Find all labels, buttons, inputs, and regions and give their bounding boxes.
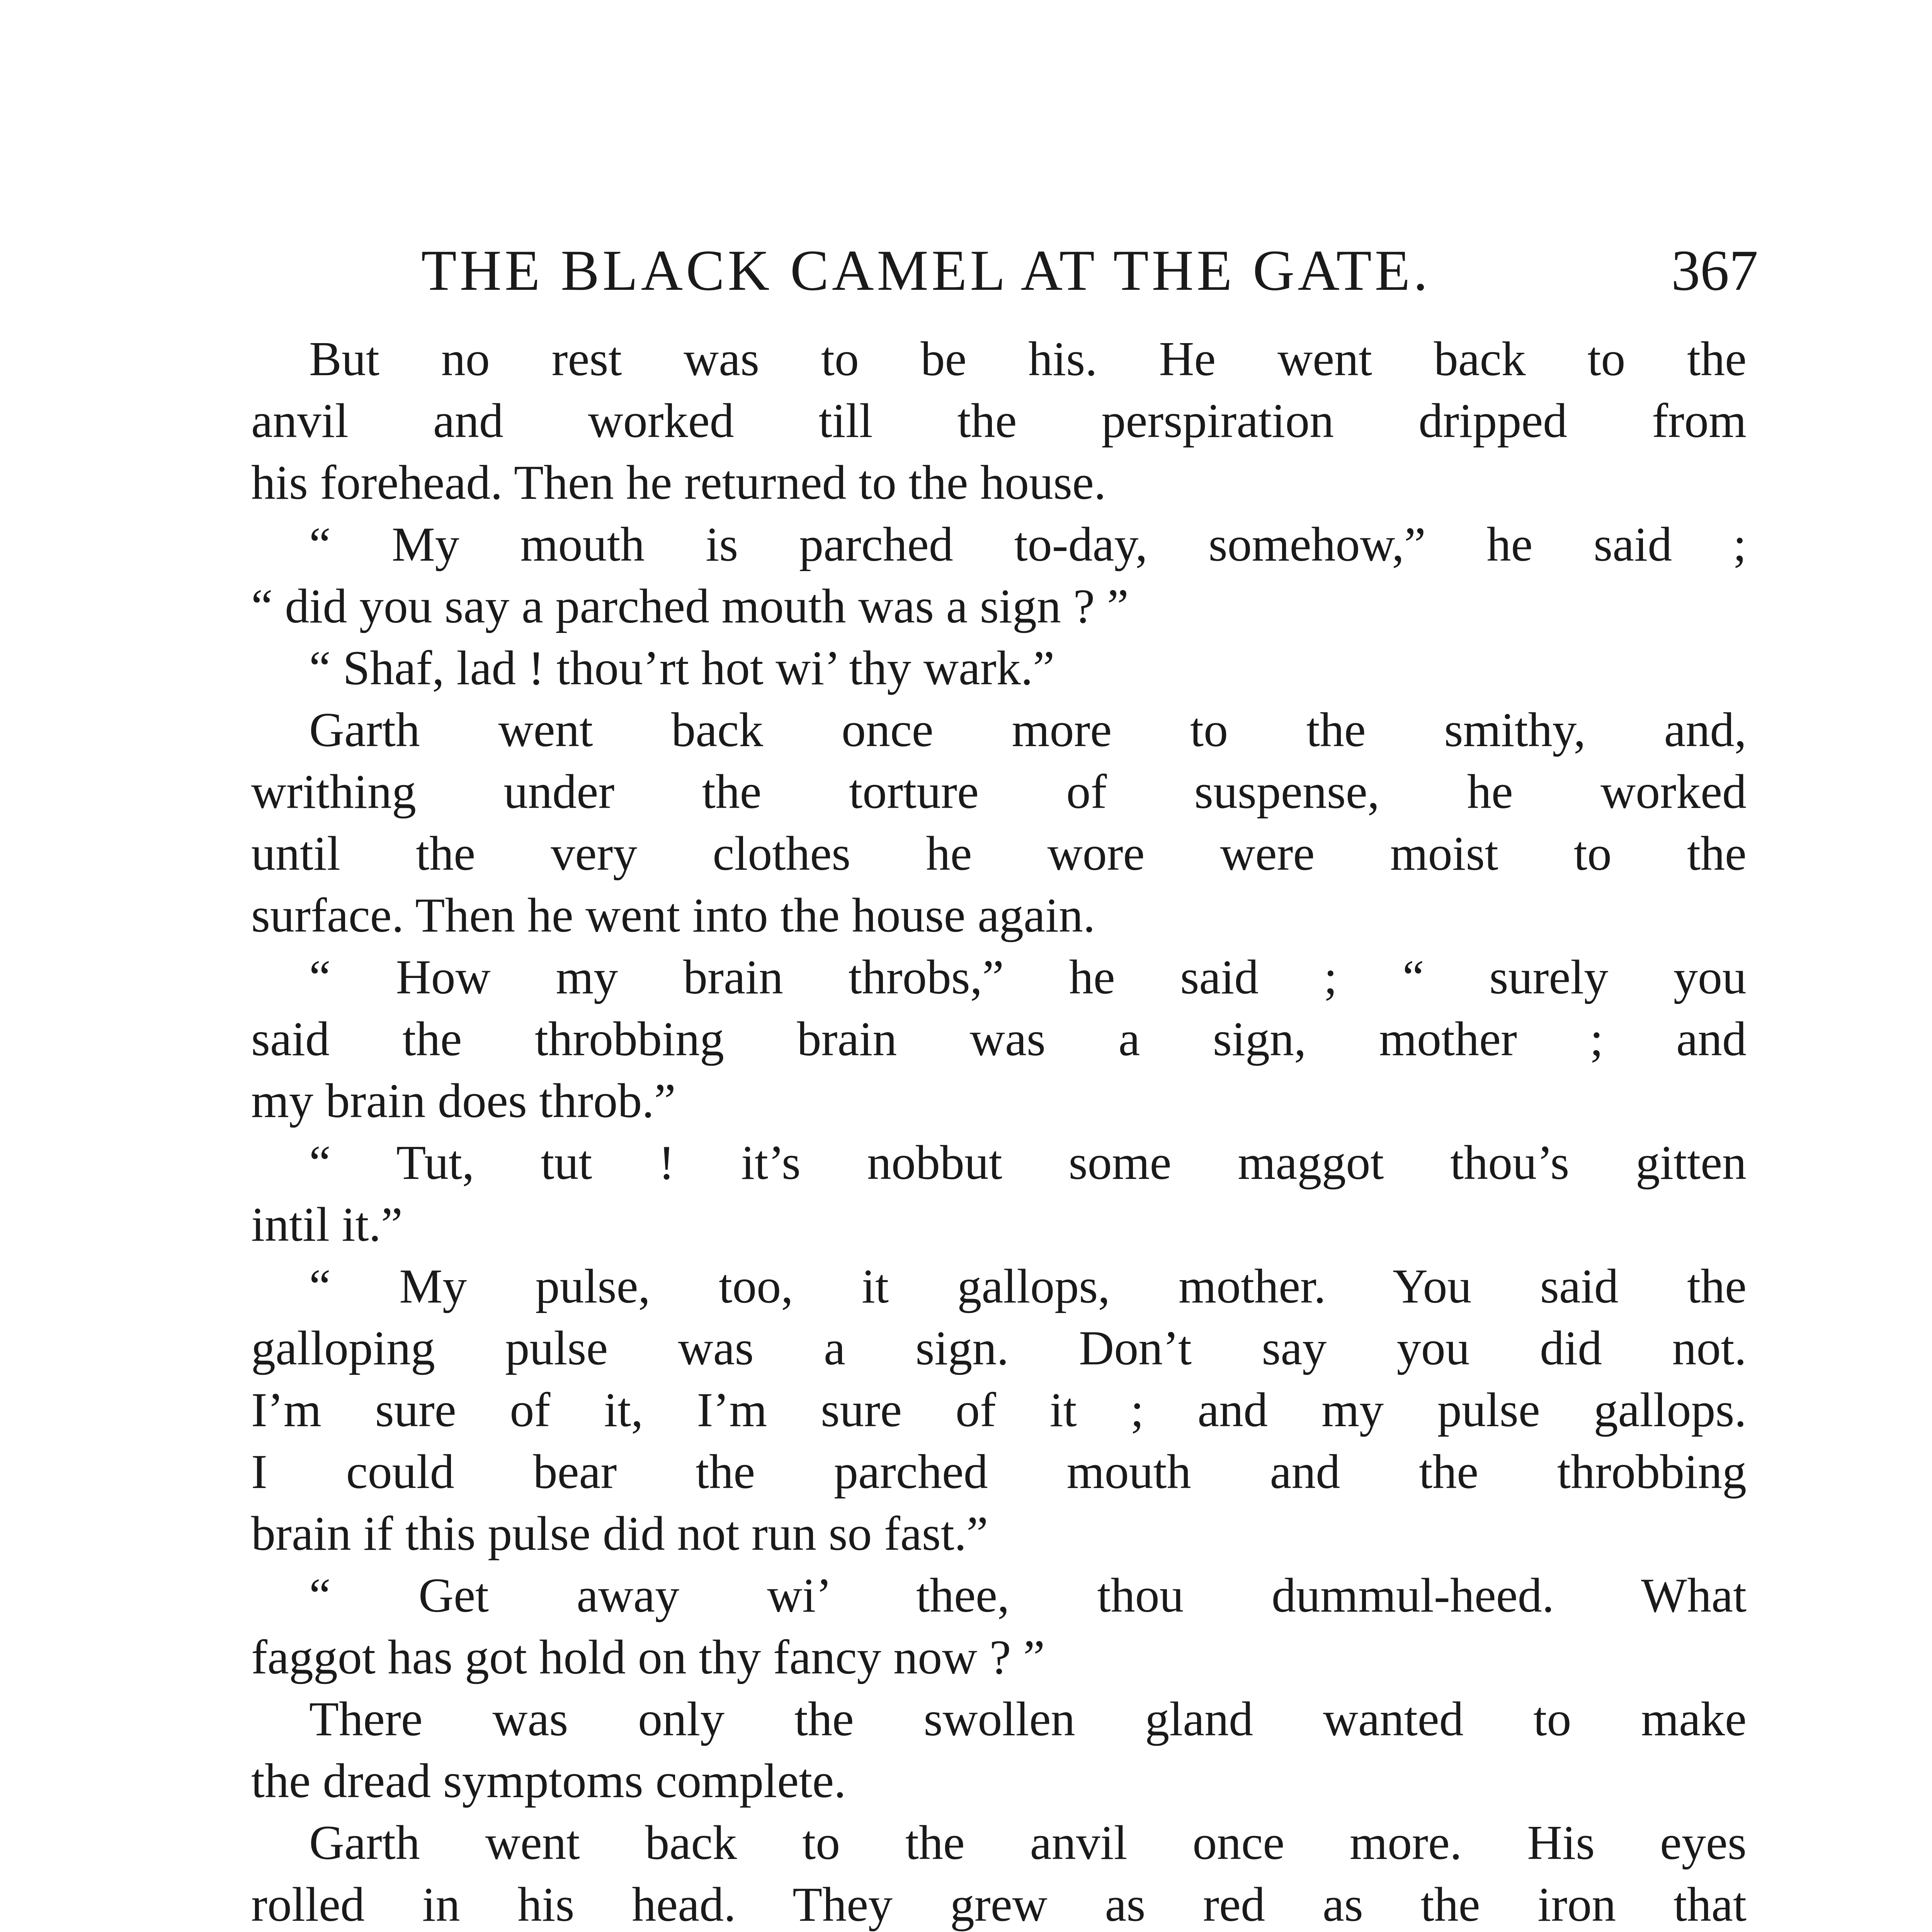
text-line: Garth went back to the anvil once more. His eyes <box>309 1816 1747 1870</box>
text-line: “ How my brain throbs,” he said ; “ surely you <box>309 951 1747 1004</box>
text-line: I could bear the parched mouth and the throbbing <box>251 1445 1747 1499</box>
text-line: I’m sure of it, I’m sure of it ; and my pulse gallops. <box>251 1383 1747 1437</box>
text-line: until the very clothes he wore were moist to the <box>251 827 1747 881</box>
text-line: said the throbbing brain was a sign, mother ; and <box>251 1012 1747 1066</box>
text-line: “ My pulse, too, it gallops, mother. You said the <box>309 1260 1747 1313</box>
text-line: brain if this pulse did not run so fast.” <box>251 1507 988 1561</box>
text-line: Garth went back once more to the smithy, and, <box>309 703 1747 757</box>
text-line: galloping pulse was a sign. Don’t say you did not. <box>251 1321 1747 1375</box>
page-number: 367 <box>1671 238 1758 303</box>
text-line: There was only the swollen gland wanted to make <box>309 1692 1747 1746</box>
text-line: writhing under the torture of suspense, he worked <box>251 765 1747 819</box>
text-line: “ Get away wi’ thee, thou dummul-heed. What <box>309 1569 1747 1622</box>
text-line: “ Tut, tut ! it’s nobbut some maggot thou’s gitten <box>309 1136 1747 1190</box>
running-title: THE BLACK CAMEL AT THE GATE. <box>421 238 1431 303</box>
text-line: rolled in his head. They grew as red as the iron that <box>251 1878 1747 1932</box>
text-line: surface. Then he went into the house again. <box>251 889 1095 942</box>
text-line: anvil and worked till the perspiration dripped from <box>251 394 1747 448</box>
text-line: “ My mouth is parched to-day, somehow,” he said ; <box>309 518 1747 571</box>
running-head <box>421 232 1758 309</box>
text-line: his forehead. Then he returned to the house. <box>251 456 1106 510</box>
text-line: But no rest was to be his. He went back to the <box>309 332 1747 386</box>
text-line: the dread symptoms complete. <box>251 1754 846 1808</box>
text-line: intil it.” <box>251 1198 403 1252</box>
text-line: “ did you say a parched mouth was a sign ? ” <box>251 580 1129 633</box>
text-line: faggot has got hold on thy fancy now ? ” <box>251 1631 1045 1684</box>
body-text <box>251 328 1747 1932</box>
text-line: my brain does throb.” <box>251 1074 676 1128</box>
text-line: “ Shaf, lad ! thou’rt hot wi’ thy wark.” <box>309 641 1055 695</box>
